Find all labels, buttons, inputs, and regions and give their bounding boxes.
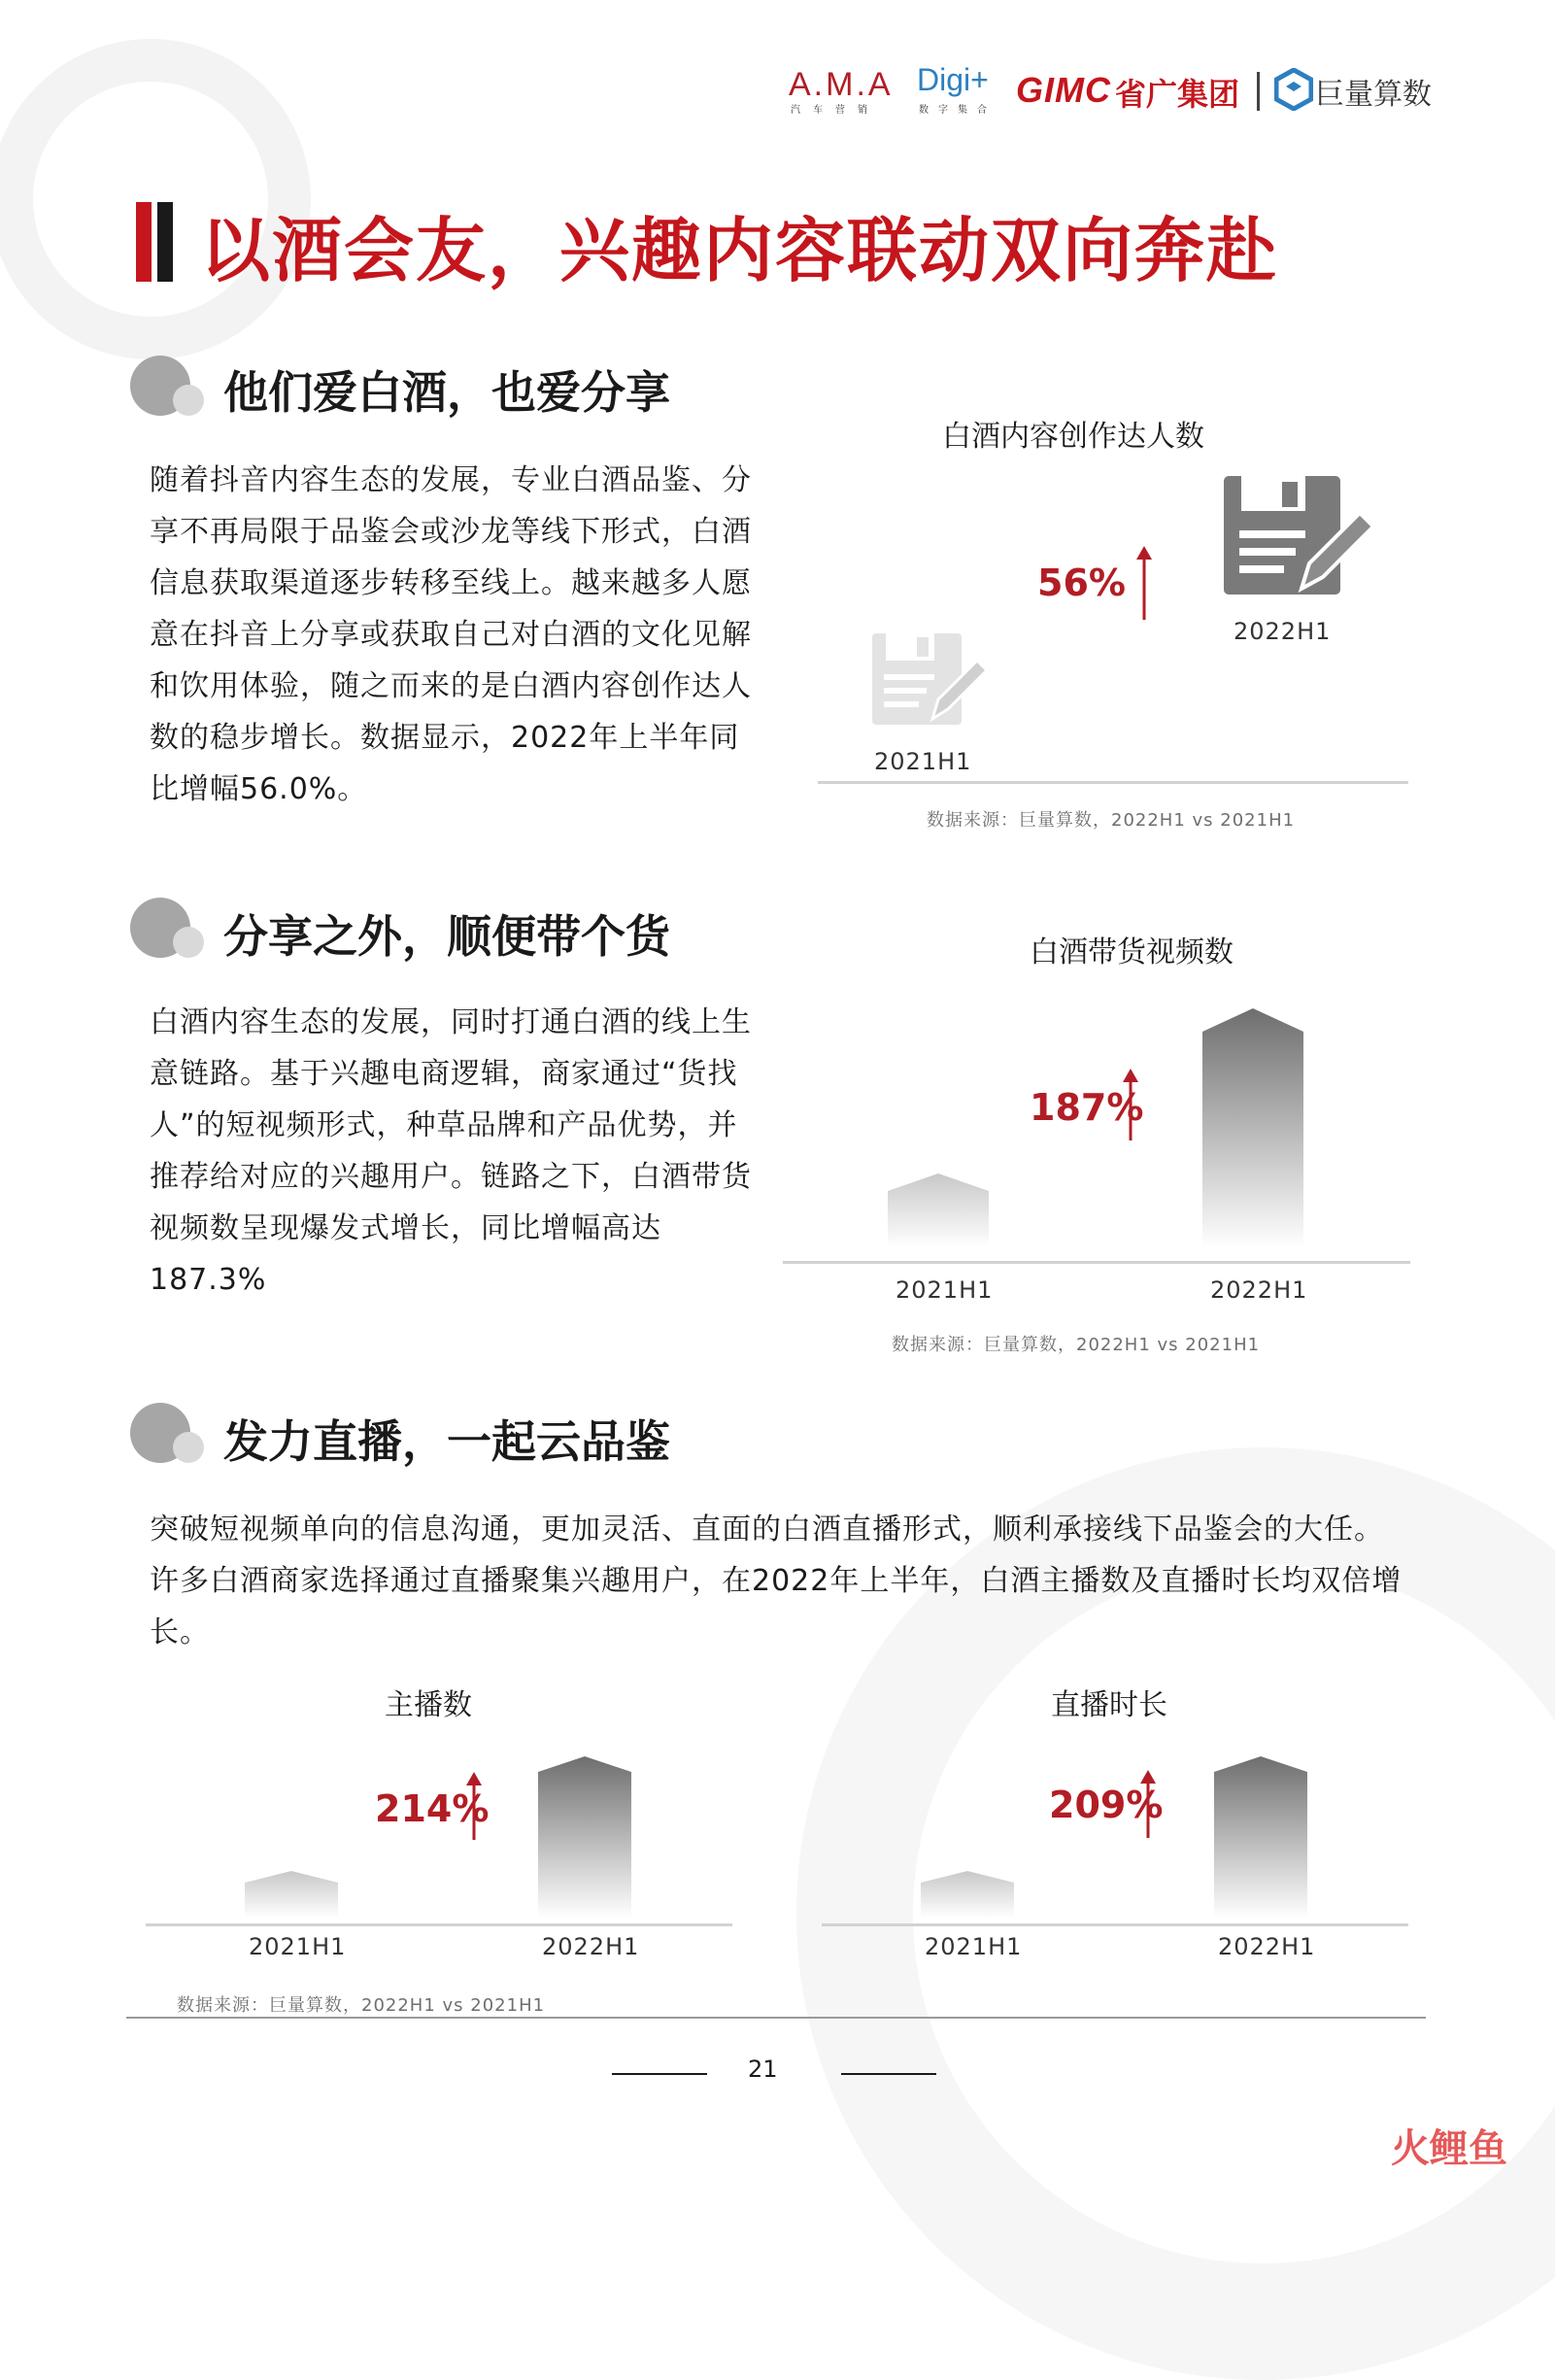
- data-source: 数据来源：巨量算数，2022H1 vs 2021H1: [892, 1335, 1261, 1355]
- bar-2021H1: [245, 1871, 338, 1918]
- growth-percentage: 56%: [1037, 561, 1126, 604]
- chart-title: 白酒带货视频数: [1030, 935, 1234, 969]
- logo-divider: [1257, 72, 1260, 111]
- ama-logo-subtitle: 汽车营销: [791, 105, 880, 116]
- gimc-logo-chinese: 省广集团: [1115, 76, 1240, 113]
- juliang-logo-icon: [1274, 68, 1313, 111]
- digi-logo-subtitle: 数字集合: [919, 105, 997, 116]
- growth-percentage: 187%: [1030, 1086, 1144, 1129]
- watermark: 火鲤鱼: [1391, 2126, 1507, 2171]
- section-bullet-small-icon: [173, 385, 204, 416]
- title-accent-bar-black: [157, 202, 173, 282]
- digi-logo: Digi+: [917, 62, 989, 97]
- category-label: 2021H1: [925, 1933, 1023, 1960]
- up-arrow-icon: [1134, 546, 1154, 620]
- chart-title: 直播时长: [1051, 1688, 1167, 1722]
- page-title: 以酒会友，兴趣内容联动双向奔赴: [200, 210, 1279, 291]
- section-heading: 分享之外，顺便带个货: [223, 910, 670, 963]
- chart-title: 白酒内容创作达人数: [942, 420, 1204, 454]
- growth-percentage: 214%: [375, 1787, 490, 1830]
- data-source: 数据来源：巨量算数，2022H1 vs 2021H1: [177, 1995, 546, 2016]
- data-source: 数据来源：巨量算数，2022H1 vs 2021H1: [927, 810, 1296, 831]
- category-label: 2021H1: [249, 1933, 347, 1960]
- bar-2022H1: [538, 1756, 631, 1918]
- section-bullet-small-icon: [173, 1432, 204, 1463]
- section-heading: 发力直播，一起云品鉴: [223, 1415, 670, 1468]
- category-label: 2022H1: [1218, 1933, 1316, 1960]
- chart-baseline: [783, 1261, 1410, 1264]
- page-number-rule-right: [841, 2073, 936, 2075]
- section-heading: 他们爱白酒，也爱分享: [223, 366, 670, 419]
- footer-divider: [126, 2017, 1426, 2019]
- chart-title: 主播数: [385, 1688, 472, 1722]
- document-edit-icon-2021: [870, 631, 991, 729]
- page-number: 21: [748, 2056, 778, 2083]
- chart-baseline: [146, 1923, 732, 1926]
- category-label: 2021H1: [896, 1276, 994, 1304]
- section-bullet-small-icon: [173, 927, 204, 958]
- section-body: 随着抖音内容生态的发展，专业白酒品鉴、分享不再局限于品鉴会或沙龙等线下形式，白酒信息获取渠道逐步转移至线上。越来越多人愿意在抖音上分享或获取自己对白酒的文化见解和饮用体验，随之而来的是白酒内容创作达人数的稳步增长。数据显示，2022年上半年同比增幅56.0%。: [150, 463, 752, 806]
- ama-logo: A.M.A: [789, 66, 894, 103]
- bar-2021H1: [921, 1871, 1014, 1918]
- juliang-logo-text: 巨量算数: [1315, 78, 1432, 112]
- category-label: 2021H1: [874, 748, 972, 775]
- category-label: 2022H1: [1234, 618, 1332, 645]
- title-accent-bar-red: [136, 202, 152, 282]
- gimc-logo: GIMC: [1016, 70, 1111, 110]
- growth-percentage: 209%: [1049, 1784, 1164, 1826]
- document-edit-icon-2022: [1222, 474, 1375, 600]
- chart-baseline: [818, 781, 1408, 784]
- category-label: 2022H1: [542, 1933, 640, 1960]
- up-arrow-icon: [1121, 1069, 1140, 1140]
- up-arrow-icon: [1138, 1770, 1158, 1838]
- bar-2021H1: [888, 1173, 989, 1247]
- chart-baseline: [822, 1923, 1408, 1926]
- bar-2022H1: [1202, 1008, 1303, 1247]
- bar-2022H1: [1214, 1756, 1307, 1918]
- section-body: 白酒内容生态的发展，同时打通白酒的线上生意链路。基于兴趣电商逻辑，商家通过“货找人”的短视频形式，种草品牌和产品优势，并推荐给对应的兴趣用户。链路之下，白酒带货视频数呈现爆发式增长，同比增幅高达187.3%: [150, 1005, 752, 1297]
- section-body: 突破短视频单向的信息沟通，更加灵活、直面的白酒直播形式，顺利承接线下品鉴会的大任。许多白酒商家选择通过直播聚集兴趣用户，在2022年上半年，白酒主播数及直播时长均双倍增长。: [150, 1513, 1403, 1649]
- category-label: 2022H1: [1210, 1276, 1308, 1304]
- up-arrow-icon: [464, 1772, 484, 1840]
- page-number-rule-left: [612, 2073, 707, 2075]
